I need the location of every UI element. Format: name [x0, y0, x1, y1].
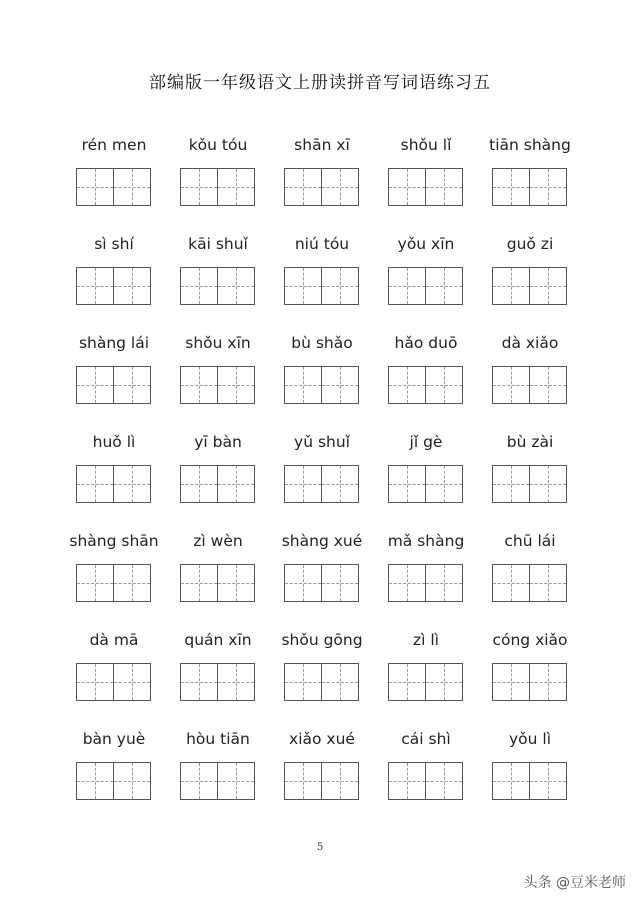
pinyin-label: dà xiǎo [501, 334, 559, 352]
word-item [270, 730, 374, 802]
tianzige-box[interactable] [76, 762, 114, 800]
word-item [62, 235, 166, 307]
pinyin-label: shàng xué [281, 532, 363, 550]
tianzige-pair [76, 663, 152, 701]
tianzige-box[interactable] [388, 267, 426, 305]
tianzige-box[interactable] [114, 366, 151, 404]
tianzige-box[interactable] [388, 564, 426, 602]
pinyin-label: shān xī [294, 136, 350, 154]
word-item [270, 235, 374, 307]
tianzige-pair [388, 465, 464, 503]
tianzige-pair [388, 564, 464, 602]
pinyin-label: kāi shuǐ [188, 235, 248, 253]
pinyin-label: niú tóu [294, 235, 350, 253]
tianzige-box[interactable] [322, 762, 359, 800]
tianzige-box[interactable] [218, 465, 255, 503]
tianzige-box[interactable] [530, 366, 567, 404]
tianzige-pair [180, 762, 256, 800]
pinyin-label: yǒu lì [508, 730, 552, 748]
tianzige-box[interactable] [492, 267, 530, 305]
tianzige-pair [76, 168, 152, 206]
tianzige-box[interactable] [218, 663, 255, 701]
tianzige-box[interactable] [426, 366, 463, 404]
tianzige-pair [76, 564, 152, 602]
tianzige-box[interactable] [426, 267, 463, 305]
word-item [62, 334, 166, 406]
word-item [478, 433, 582, 505]
tianzige-pair [492, 366, 568, 404]
tianzige-box[interactable] [76, 465, 114, 503]
tianzige-pair [284, 465, 360, 503]
word-item [166, 532, 270, 604]
pinyin-label: kǒu tóu [188, 136, 248, 154]
tianzige-pair [180, 267, 256, 305]
tianzige-box[interactable] [180, 366, 218, 404]
word-item [270, 334, 374, 406]
pinyin-label: yǔ shuǐ [294, 433, 350, 451]
tianzige-box[interactable] [284, 267, 322, 305]
tianzige-box[interactable] [530, 564, 567, 602]
tianzige-box[interactable] [284, 465, 322, 503]
tianzige-pair [76, 267, 152, 305]
tianzige-pair [492, 267, 568, 305]
word-item [166, 136, 270, 208]
tianzige-box[interactable] [180, 465, 218, 503]
tianzige-pair [76, 762, 152, 800]
pinyin-label: hǎo duō [394, 334, 458, 352]
tianzige-box[interactable] [388, 465, 426, 503]
tianzige-box[interactable] [180, 564, 218, 602]
tianzige-pair [76, 465, 152, 503]
pinyin-label: bù zài [506, 433, 554, 451]
pinyin-label: shàng shān [69, 532, 159, 550]
word-item [166, 631, 270, 703]
tianzige-box[interactable] [114, 762, 151, 800]
tianzige-pair [492, 762, 568, 800]
tianzige-box[interactable] [426, 564, 463, 602]
tianzige-box[interactable] [530, 267, 567, 305]
tianzige-box[interactable] [218, 267, 255, 305]
tianzige-pair [180, 366, 256, 404]
tianzige-box[interactable] [426, 168, 463, 206]
pinyin-label: jǐ gè [409, 433, 443, 451]
pinyin-label: bàn yuè [82, 730, 146, 748]
exercise-grid [62, 0, 582, 860]
tianzige-box[interactable] [180, 762, 218, 800]
pinyin-label: shǒu lǐ [400, 136, 452, 154]
tianzige-pair [492, 465, 568, 503]
pinyin-label: bù shǎo [291, 334, 353, 352]
pinyin-label: cái shì [401, 730, 451, 748]
pinyin-label: tiān shàng [489, 136, 571, 154]
word-item [270, 136, 374, 208]
word-item [478, 631, 582, 703]
pinyin-label: zì lì [413, 631, 439, 649]
tianzige-box[interactable] [76, 366, 114, 404]
pinyin-label: huǒ lì [92, 433, 136, 451]
tianzige-box[interactable] [284, 663, 322, 701]
word-item [478, 730, 582, 802]
tianzige-box[interactable] [180, 168, 218, 206]
tianzige-box[interactable] [76, 267, 114, 305]
tianzige-pair [492, 663, 568, 701]
pinyin-label: dà mā [89, 631, 139, 649]
tianzige-box[interactable] [218, 762, 255, 800]
tianzige-box[interactable] [492, 762, 530, 800]
tianzige-pair [180, 663, 256, 701]
pinyin-label: chū lái [504, 532, 556, 550]
tianzige-box[interactable] [284, 366, 322, 404]
word-item [62, 433, 166, 505]
pinyin-label: yī bàn [194, 433, 242, 451]
tianzige-pair [180, 564, 256, 602]
tianzige-pair [388, 366, 464, 404]
pinyin-label: xiǎo xué [289, 730, 355, 748]
tianzige-box[interactable] [492, 168, 530, 206]
tianzige-box[interactable] [492, 366, 530, 404]
word-item [270, 532, 374, 604]
word-item [166, 433, 270, 505]
tianzige-box[interactable] [322, 168, 359, 206]
tianzige-box[interactable] [284, 564, 322, 602]
tianzige-pair [388, 663, 464, 701]
tianzige-pair [492, 168, 568, 206]
pinyin-label: shàng lái [78, 334, 150, 352]
tianzige-box[interactable] [284, 762, 322, 800]
tianzige-box[interactable] [114, 564, 151, 602]
pinyin-label: yǒu xīn [397, 235, 455, 253]
tianzige-box[interactable] [322, 663, 359, 701]
tianzige-box[interactable] [492, 465, 530, 503]
word-item [374, 334, 478, 406]
word-item [62, 532, 166, 604]
tianzige-pair [284, 267, 360, 305]
pinyin-label: shǒu gōng [281, 631, 363, 649]
tianzige-box[interactable] [284, 168, 322, 206]
tianzige-box[interactable] [426, 663, 463, 701]
word-item [478, 136, 582, 208]
pinyin-label: quán xīn [184, 631, 252, 649]
tianzige-box[interactable] [322, 366, 359, 404]
word-item [478, 334, 582, 406]
tianzige-box[interactable] [76, 564, 114, 602]
word-item [374, 136, 478, 208]
word-item [374, 235, 478, 307]
tianzige-box[interactable] [180, 267, 218, 305]
page-title: 部编版一年级语文上册读拼音写词语练习五 [149, 73, 491, 93]
pinyin-label: rén men [81, 136, 147, 154]
word-item [270, 631, 374, 703]
tianzige-box[interactable] [218, 168, 255, 206]
tianzige-box[interactable] [76, 663, 114, 701]
tianzige-box[interactable] [114, 663, 151, 701]
tianzige-pair [388, 267, 464, 305]
tianzige-pair [284, 168, 360, 206]
pinyin-label: shǒu xīn [185, 334, 251, 352]
tianzige-pair [284, 762, 360, 800]
page-number: 5 [316, 842, 324, 853]
word-item [62, 730, 166, 802]
tianzige-box[interactable] [114, 465, 151, 503]
word-item [478, 235, 582, 307]
tianzige-pair [284, 564, 360, 602]
watermark: 头条 @豆米老师 [523, 875, 626, 891]
word-item [374, 433, 478, 505]
pinyin-label: hòu tiān [186, 730, 250, 748]
tianzige-pair [492, 564, 568, 602]
tianzige-box[interactable] [322, 564, 359, 602]
word-item [62, 136, 166, 208]
tianzige-box[interactable] [322, 267, 359, 305]
tianzige-box[interactable] [530, 168, 567, 206]
tianzige-box[interactable] [426, 465, 463, 503]
tianzige-box[interactable] [388, 168, 426, 206]
tianzige-box[interactable] [492, 564, 530, 602]
tianzige-pair [284, 366, 360, 404]
tianzige-box[interactable] [218, 564, 255, 602]
tianzige-pair [76, 366, 152, 404]
tianzige-box[interactable] [388, 762, 426, 800]
word-item [374, 730, 478, 802]
tianzige-box[interactable] [530, 465, 567, 503]
tianzige-pair [180, 168, 256, 206]
pinyin-label: zì wèn [193, 532, 243, 550]
word-item [478, 532, 582, 604]
tianzige-box[interactable] [530, 663, 567, 701]
tianzige-box[interactable] [492, 663, 530, 701]
tianzige-box[interactable] [114, 267, 151, 305]
tianzige-box[interactable] [388, 366, 426, 404]
word-item [374, 532, 478, 604]
pinyin-label: sì shí [94, 235, 134, 253]
pinyin-label: cóng xiǎo [492, 631, 568, 649]
tianzige-box[interactable] [426, 762, 463, 800]
word-item [166, 334, 270, 406]
word-item [374, 631, 478, 703]
tianzige-pair [388, 762, 464, 800]
tianzige-pair [180, 465, 256, 503]
pinyin-label: mǎ shàng [387, 532, 465, 550]
tianzige-box[interactable] [76, 168, 114, 206]
word-item [166, 730, 270, 802]
word-item [166, 235, 270, 307]
tianzige-box[interactable] [180, 663, 218, 701]
word-item [62, 631, 166, 703]
word-item [270, 433, 374, 505]
tianzige-box[interactable] [388, 663, 426, 701]
tianzige-box[interactable] [114, 168, 151, 206]
tianzige-pair [284, 663, 360, 701]
tianzige-box[interactable] [218, 366, 255, 404]
tianzige-box[interactable] [322, 465, 359, 503]
pinyin-label: guǒ zi [506, 235, 554, 253]
tianzige-pair [388, 168, 464, 206]
tianzige-box[interactable] [530, 762, 567, 800]
